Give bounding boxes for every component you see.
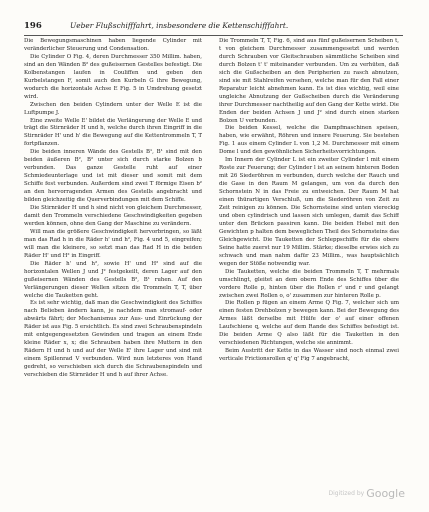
watermark-prefix: Digitized by: [328, 490, 365, 497]
paragraph: Zwischen den beiden Cylindern unter der Welle E ist die Luftpumpe J.: [24, 101, 202, 116]
paragraph: Will man die größere Geschwindigkeit hervorbringen, so läßt man das Rad h in die Räder h' und h², Fig. 4 und 5, eingreifen; will man die kleinere, so setzt man das Rad H in die beiden Räder H' und H² in Eingriff.: [24, 228, 202, 259]
paragraph: Die Trommeln T, T, Fig. 6, sind aus fünf gußeisernen Scheiben t, t von gleichem Durchmesser zusammengesetzt und werden durch Schrauben vor Gleitschrauben sämmtliche Scheiben sind durch Bolzen t' t' miteinander verbunden. Um zu verhüten, daß sich die Gußscheiben an den Peripherien zu rasch abnutzen, sind sie mit Stahlreifen versehen, welche man für den Fall einer Reparatur leicht abnehmen kann. Es ist dies wichtig, weil eine ungleiche Abnutzung der Gußscheiben durch die Veränderung ihrer Durchmesser nachtheilig auf den Gang der Kette wirkt. Die Enden der beiden Achsen J und J² sind durch einen starken Bolzen U verbunden.: [219, 38, 399, 124]
paragraph: Die Stirnräder H und h sind nicht von gleichem Durchmesser, damit den Trommeln verschiedene Geschwindigkeiten gegeben werden können, ohne den Gang der Maschine zu verändern.: [24, 205, 202, 227]
google-logo: Google: [366, 487, 405, 500]
paragraph: Die beiden Kessel, welche die Dampfmaschinen speisen, haben, wie erwähnt, Röhren und innere Feuerung. Sie bestehen Fig. 1 aus einem Cylinder L von 1,2 M. Durchmesser mit einem Dome l und den gewöhnlichen Sicherheitsvorrichtungen.: [219, 125, 399, 156]
page-header: [24, 20, 403, 32]
paragraph: Die Rollen p fügen an einem Arme Q Fig. 7, welcher sich um einen festen Drehbolzen y bewegen kann. Bei der Bewegung des Armes läßt derselbe mit Hülfe der o' auf einer offenen Laufschiene q, welche auf dem Rande des Schiffes befestigt ist. Die beiden Arme Q also läßt für die Tauketten in den verschiedenen Richtungen, welche sie annimmt.: [219, 300, 399, 347]
running-head: Ueber Flußschifffahrt, insbesondere die Kettenschifffahrt.: [70, 21, 289, 30]
paragraph: Die Tauketten, welche die beiden Trommeln T, T mehrmals umschlingt, gleitet an dem obern Ende des Schiffes über die vordere Rolle p, hinten über die Rollen r' und r und gelangt zwischen zwei Rollen o, o' zusammen zur hinteren Rolle p.: [219, 268, 399, 299]
paragraph: Die beiden inneren Wände des Gestells B¹, B¹ sind mit den beiden äußeren B², B² unter sich durch starke Bolzen b verbunden. Das ganze Gestelle ruht auf einer Schmiedeunterlage und ist mit dieser und somit mit dem Schiffe fest verbunden. Außerdem sind zwei T förmige Eisen b² an den hervorragenden Armen des Gestells angebracht und bilden gleichzeitig die Querverbindungen mit dem Schiffe.: [24, 149, 202, 204]
page-number: 196: [24, 21, 42, 31]
digitized-watermark: [329, 487, 406, 500]
paragraph: Beim Austritt der Kette in das Wasser sind noch einmal zwei verticale Frictionsrollen q' q' Fig 7 angebracht,: [219, 348, 399, 363]
paragraph: Es ist sehr wichtig, daß man die Geschwindigkeit des Schiffes nach Belieben ändern kann, je nachdem man stromauf- oder abwärts fährt; der Mechanismus zur Aus- und Einrückung der Räder ist aus Fig. 5 ersichtlich. Es sind zwei Schraubenspindeln mit entgegengesetzten Gewinden und tragen an einem Ende kleine Räder x, x; die Schrauben haben ihre Muttern in den Rädern H und h und auf der Welle E' ihre Lager und sind mit einem Spillenrad V verbunden. Wird nun letzteres von Hand gedreht, so verschieben sich durch die Schraubenspindeln und verschieben die Stirnräder H und h auf ihrer Achse.: [24, 300, 202, 379]
paragraph: Die Bewegungsmaschinen haben liegende Cylinder mit veränderlicher Steuerung und Condensation.: [24, 38, 202, 52]
paragraph: Die Räder h' und h², sowie H' und H² sind auf die horizontalen Wellen J und J² festgekeilt, deren Lager auf den gußeisernen Wänden des Gestells B², B¹ ruhen. Auf den Verlängerungen dieser Wellen sitzen die Trommeln T, T, über welche die Tauketten geht.: [24, 260, 202, 299]
left-column: [24, 38, 202, 478]
right-column: [219, 38, 399, 478]
paragraph: Eine zweite Welle E' bildet die Verlängerung der Welle E und trägt die Stirnräder H und h, welche durch ihren Eingriff in die Stirnräder H' und h' die Bewegung auf die Kettentrommeln T, T fortpflanzen.: [24, 117, 202, 148]
header-rule: [24, 35, 403, 36]
paragraph: Die Cylinder O Fig. 4, deren Durchmesser 350 Millim. haben, sind an den Wänden B² des gußeisernen Gestelles befestigt. Die Kolbenstangen laufen in Couliffen und geben den Kurbelstangen F, somit auch den Kurbeln G ihre Bewegung, wodurch die horizontale Achse E Fig. 5 in Umdrehung gesetzt wird.: [24, 53, 202, 100]
paragraph: Im Innern der Cylinder L ist ein zweiter Cylinder l mit einem Roste zur Feuerung; der Cylinder l ist an seinem hinteren Boden mit 26 Siederöhren m verbunden, durch welche der Rauch und die Gase in den Raum M gelangen, um von da durch den Schornstein N in das Freie zu entweichen. Der Raum M hat einen thürartigen Verschluß, um die Siederöhren von Zeit zu Zeit reinigen zu können. Die Schornsteine sind unten viereckig und oben cylindrisch und lassen sich umlegen, damit das Schiff unter den Brücken passiren kann. Die beiden Hebel mit den Gewichten p halten dem beweglichen Theil des Schornsteins das Gleichgewicht. Die Tauketten der Schleppschiffe für die obere Seine hatte zuerst nur 19 Millim. Stärke; dieselbe erwies sich zu schwach und man nahm dafür 23 Millim., was hauptsächlich wegen der Stöße notwendig war.: [219, 157, 399, 267]
